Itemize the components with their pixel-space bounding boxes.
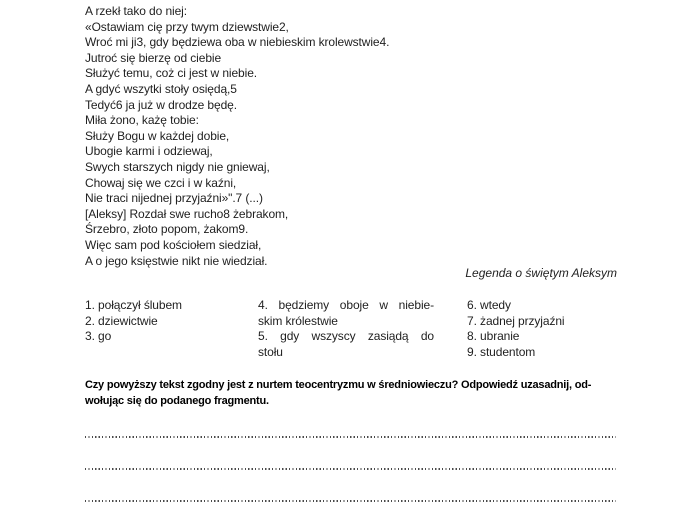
poem-line: Więc sam pod kościołem siedział, — [85, 237, 262, 252]
poem-line: Wroć mi ji3, gdy będziewa oba w niebieskim krolewstwie4. — [85, 35, 390, 50]
footnote-item: 7. żadnej przyjaźni — [467, 313, 565, 328]
poem-line: Nie traci nijednej przyjaźni»".7 (...) — [85, 191, 263, 206]
footnotes-column-2 — [258, 298, 434, 361]
poem-line: Służy Bogu w każdej dobie, — [85, 128, 230, 143]
source-attribution: Legenda o świętym Aleksym — [465, 266, 617, 280]
poem-line: Służyć temu, coż ci jest w niebie. — [85, 66, 258, 81]
poem-line: Śrzebro, złoto popom, żakom9. — [85, 222, 249, 237]
poem-line: [Aleksy] Rozdał swe rucho8 żebrakom, — [85, 206, 289, 221]
footnote-item: stołu — [258, 345, 283, 360]
exam-question-line: wołując się do podanego fragmentu. — [85, 395, 269, 407]
answer-blank-line-1 — [85, 436, 616, 438]
footnotes-column-3 — [467, 298, 627, 361]
footnote-item: 4. będziemy oboje w niebie- — [258, 298, 434, 312]
poem-line: A gdyć wszytki stoły osiędą,5 — [85, 81, 237, 96]
poem-line: Tedyć6 ja już w drodze będę. — [85, 97, 237, 112]
poem-text — [85, 4, 389, 269]
footnote-item: 9. studentom — [467, 345, 536, 360]
poem-line: Ubogie karmi i odziewaj, — [85, 144, 213, 159]
answer-blank-line-2 — [85, 468, 616, 470]
poem-line: A rzekł tako do niej: — [85, 4, 187, 18]
poem-line: Swych starszych nigdy nie gniewaj, — [85, 159, 270, 174]
footnote-item: 6. wtedy — [467, 298, 511, 312]
exam-question — [85, 377, 591, 409]
poem-line: Miła żono, każę tobie: — [85, 113, 199, 128]
footnote-item: skim królestwie — [258, 313, 338, 328]
poem-line: «Ostawiam cię przy twym dziewstwie2, — [85, 19, 289, 34]
exam-question-line: Czy powyższy tekst zgodny jest z nurtem teocentryzmu w średniowieczu? Odpowiedź uzasadnij, od- — [85, 379, 592, 391]
poem-line: A o jego księstwie nikt nie wiedział. — [85, 253, 268, 268]
poem-line: Jutroć się bierzę od ciebie — [85, 50, 222, 65]
footnotes-column-1 — [85, 298, 250, 345]
footnote-item: 2. dziewictwie — [85, 313, 158, 328]
footnote-item: 3. go — [85, 329, 112, 344]
footnote-item: 8. ubranie — [467, 329, 520, 344]
answer-blank-line-3 — [85, 500, 616, 502]
poem-line: Chowaj się we czci i w kaźni, — [85, 175, 237, 190]
footnote-item: 5. gdy wszyscy zasiądą do — [258, 329, 434, 344]
footnote-item: 1. połączył ślubem — [85, 298, 182, 312]
